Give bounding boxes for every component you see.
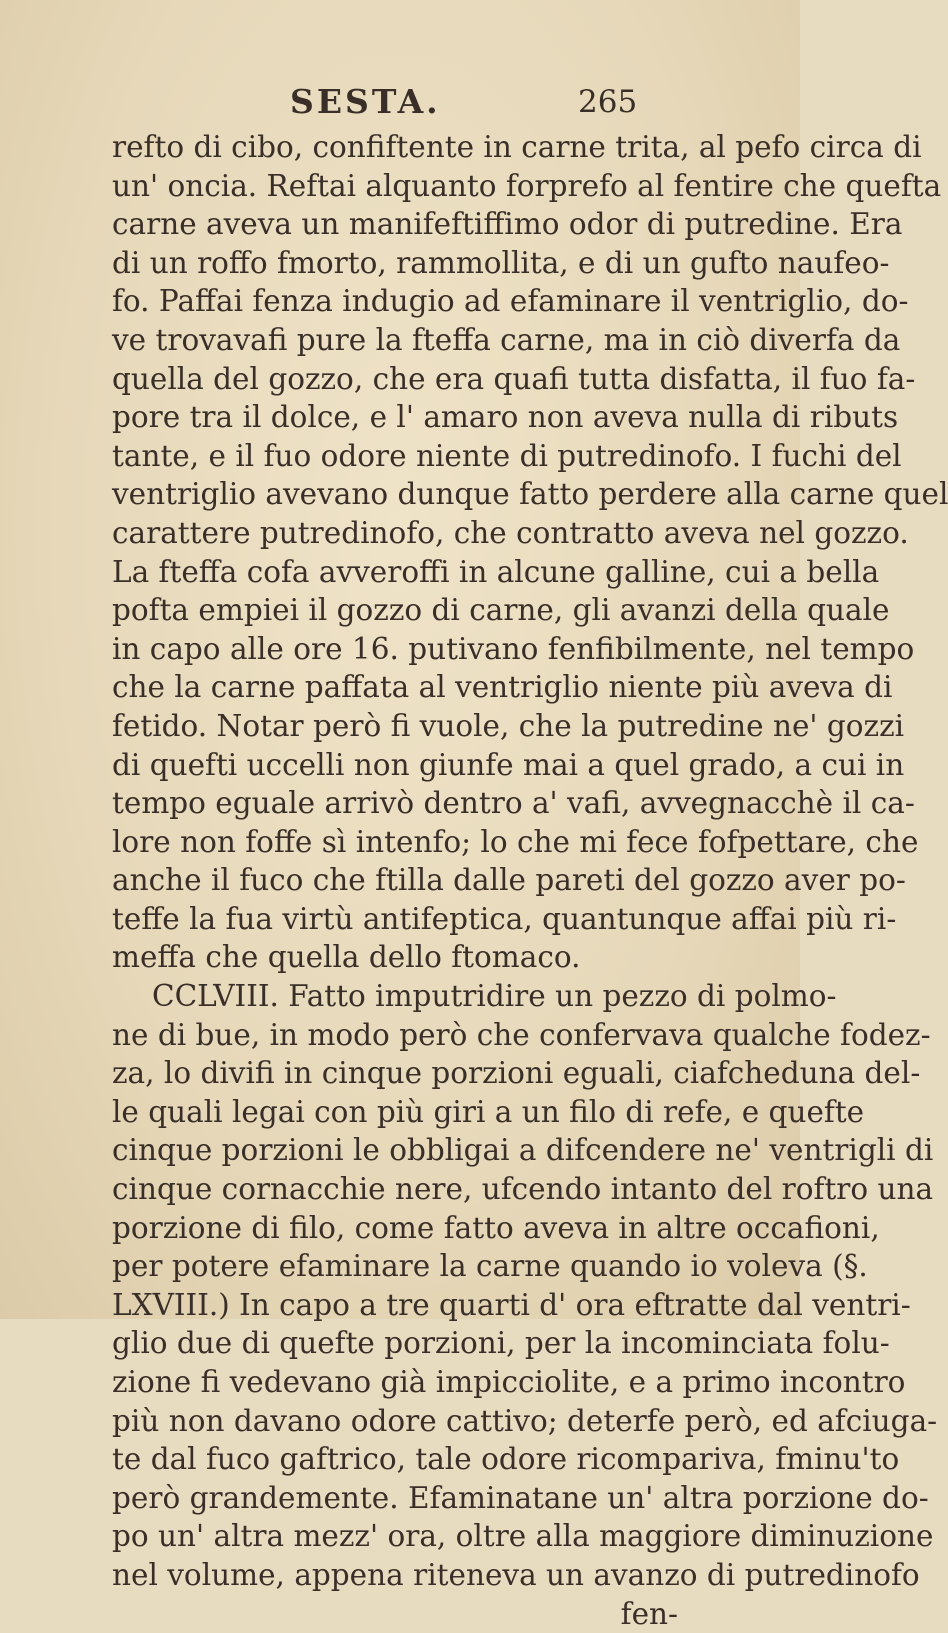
text-line: glio due di quefte porzioni, per la incominciata folu- (112, 1326, 890, 1361)
text-line: tempo eguale arrivò dentro a' vafi, avvegnacchè il ca- (112, 786, 915, 821)
text-line: pofta empiei il gozzo di carne, gli avanzi della quale (112, 593, 890, 628)
text-line: le quali legai con più giri a un filo di refe, e quefte (112, 1094, 865, 1129)
text-line: pore tra il dolce, e l' amaro non aveva nulla di ributs (112, 400, 899, 435)
page-number: 265 (578, 84, 638, 120)
text-line: carattere putredinofo, che contratto aveva nel gozzo. (112, 515, 909, 550)
page-header (0, 82, 800, 130)
text-line: te dal fuco gaftrico, tale odore ricompariva, fminu'to (112, 1442, 900, 1477)
text-line: fo. Paffai fenza indugio ad efaminare il ventriglio, do- (112, 284, 909, 319)
text-line: carne aveva un manifeftiffimo odor di putredine. Era (112, 207, 903, 242)
text-line: porzione di filo, come fatto aveva in altre occafioni, (112, 1210, 880, 1245)
catchword: fen- (620, 1596, 678, 1631)
text-line: refto di cibo, confiftente in carne trita, al pefo circa di (112, 130, 922, 164)
text-line: teffe la fua virtù antifeptica, quantunque affai più ri- (112, 901, 897, 936)
running-head: SESTA. (290, 82, 441, 121)
text-line: po un' altra mezz' ora, oltre alla maggiore diminuzione (112, 1519, 934, 1554)
text-line: che la carne paffata al ventriglio niente più aveva di (112, 670, 893, 705)
text-line: za, lo divifi in cinque porzioni eguali, ciafcheduna del- (112, 1056, 921, 1091)
text-line: cinque cornacchie nere, ufcendo intanto del roftro una (112, 1172, 934, 1207)
text-line: La fteffa cofa avveroffi in alcune galline, cui a bella (112, 554, 880, 589)
text-line: ve trovavafi pure la fteffa carne, ma in ciò diverfa da (112, 322, 901, 357)
text-line: nel volume, appena riteneva un avanzo di putredinofo (112, 1557, 920, 1592)
text-line: meffa che quella dello ftomaco. (112, 940, 581, 975)
text-line: di quefti uccelli non giunfe mai a quel grado, a cui in (112, 747, 905, 782)
text-line: però grandemente. Efaminatane un' altra porzione do- (112, 1480, 929, 1515)
text-line: più non davano odore cattivo; deterfe però, ed afciuga- (112, 1403, 938, 1438)
body-text (112, 128, 948, 1633)
text-line: in capo alle ore 16. putivano fenfibilmente, nel tempo (112, 631, 915, 666)
text-line: tante, e il fuo odore niente di putredinofo. I fuchi del (112, 438, 902, 473)
text-line: lore non foffe sì intenfo; lo che mi fece fofpettare, che (112, 824, 919, 859)
text-line: per potere efaminare la carne quando io voleva (§. (112, 1249, 868, 1284)
text-line: zione fi vedevano già impicciolite, e a primo incontro (112, 1365, 906, 1399)
text-line: di un roffo fmorto, rammollita, e di un gufto naufeo- (112, 245, 890, 280)
text-line: ventriglio avevano dunque fatto perdere alla carne quel (112, 477, 948, 512)
text-line: ne di bue, in modo però che confervava qualche fodez- (112, 1017, 931, 1052)
text-line: anche il fuco che ftilla dalle pareti del gozzo aver po- (112, 863, 906, 898)
section-heading-line: CCLVIII. Fatto imputridire un pezzo di polmo- (152, 979, 837, 1014)
text-line: quella del gozzo, che era quafi tutta disfatta, il fuo fa- (112, 361, 916, 396)
text-line: LXVIII.) In capo a tre quarti d' ora eftratte dal ventri- (112, 1287, 911, 1322)
text-line: un' oncia. Reftai alquanto forprefo al fentire che quefta (112, 168, 942, 203)
text-line: cinque porzioni le obbligai a difcendere ne' ventrigli di (112, 1133, 934, 1168)
text-line: fetido. Notar però fi vuole, che la putredine ne' gozzi (112, 708, 905, 743)
